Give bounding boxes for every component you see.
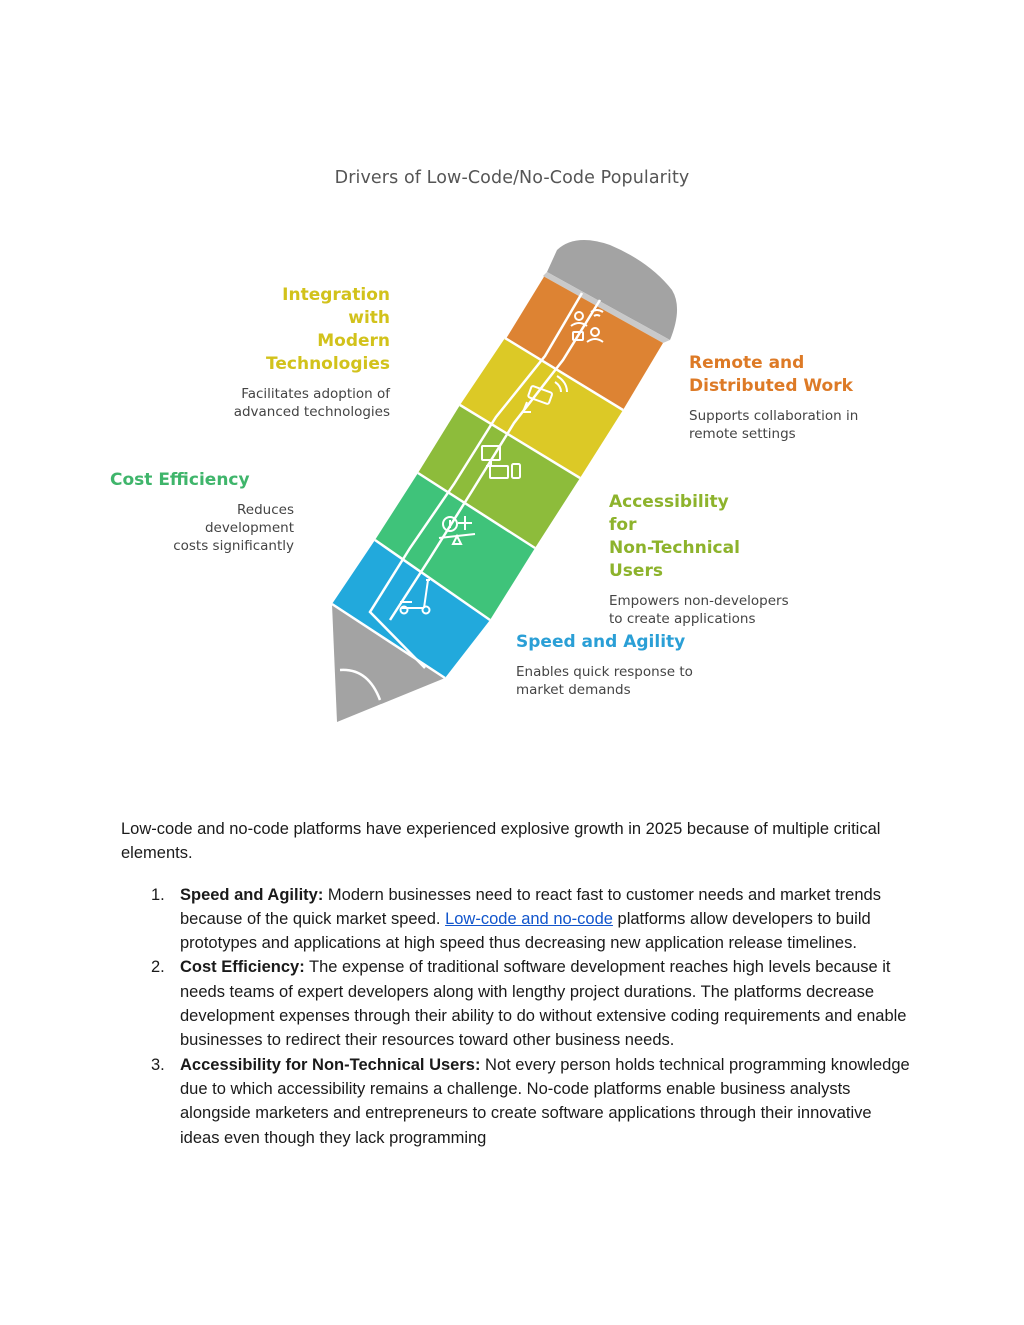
desc-line: Reduces development bbox=[204, 502, 294, 536]
low-code-link[interactable]: Low-code and no-code bbox=[445, 909, 613, 928]
list-item bbox=[121, 883, 911, 956]
desc-line: costs significantly bbox=[173, 538, 294, 554]
desc-line: Supports collaboration in bbox=[689, 408, 859, 424]
driver-speed bbox=[516, 631, 736, 699]
title-line: Speed and Agility bbox=[516, 632, 686, 652]
infographic-title: Drivers of Low-Code/No-Code Popularity bbox=[334, 168, 690, 188]
title-line: Accessibility for bbox=[609, 492, 729, 535]
desc-line: advanced technologies bbox=[233, 404, 390, 420]
driver-access bbox=[609, 491, 809, 628]
desc-line: market demands bbox=[516, 682, 631, 698]
body-text bbox=[121, 817, 911, 1150]
title-line: Integration with bbox=[282, 285, 390, 328]
driver-remote bbox=[689, 352, 889, 443]
title-line: Distributed Work bbox=[689, 376, 853, 396]
driver-cost-desc bbox=[144, 501, 294, 555]
list-term: Cost Efficiency: bbox=[180, 958, 305, 977]
title-line: Technologies bbox=[266, 354, 390, 374]
driver-cost bbox=[110, 469, 294, 555]
driver-integration-desc bbox=[230, 385, 390, 421]
list-text: The expense of traditional software development reaches high levels because it needs teams of expert developers along with lengthy project durations. The platforms decrease development expenses through their ability to do without extensive coding requirements and enable businesses to redirect their resources toward other business needs. bbox=[180, 958, 907, 1050]
driver-speed-desc bbox=[516, 663, 706, 699]
desc-line: Facilitates adoption of bbox=[241, 386, 390, 402]
driver-speed-title bbox=[516, 631, 736, 654]
title-line: Modern bbox=[317, 331, 390, 351]
list-number: 3. bbox=[151, 1055, 165, 1074]
desc-line: to create applications bbox=[609, 611, 756, 627]
drivers-list bbox=[121, 883, 911, 1150]
list-item bbox=[121, 955, 911, 1052]
list-term: Accessibility for Non-Technical Users: bbox=[180, 1055, 481, 1074]
list-number: 1. bbox=[151, 885, 165, 904]
driver-access-title bbox=[609, 491, 759, 583]
driver-integration-title bbox=[240, 284, 390, 376]
desc-line: Empowers non-developers bbox=[609, 593, 789, 609]
list-item bbox=[121, 1053, 911, 1150]
list-text: Modern businesses need to react fast to customer needs and market trends because of the quick market speed. bbox=[180, 885, 881, 928]
title-line: Remote and bbox=[689, 353, 805, 373]
list-text: Not every person holds technical programming knowledge due to which accessibility remains a challenge. No-code platforms enable business analysts alongside marketers and entrepreneurs to create software applications through their innovative ideas even though they lack programming bbox=[180, 1055, 910, 1147]
title-line: Non-Technical bbox=[609, 538, 740, 558]
title-line: Cost Efficiency bbox=[110, 470, 250, 490]
driver-access-desc bbox=[609, 592, 799, 628]
desc-line: Enables quick response to bbox=[516, 664, 693, 680]
list-text: platforms allow developers to build prototypes and applications at high speed thus decreasing new application release timelines. bbox=[180, 909, 871, 953]
driver-cost-title bbox=[110, 469, 294, 492]
driver-remote-title bbox=[689, 352, 859, 398]
list-number: 2. bbox=[151, 958, 165, 977]
driver-remote-desc bbox=[689, 407, 869, 443]
list-term: Speed and Agility: bbox=[180, 885, 324, 904]
intro-paragraph: Low-code and no-code platforms have experienced explosive growth in 2025 because of multiple critical elements. bbox=[121, 820, 881, 863]
desc-line: remote settings bbox=[689, 426, 796, 442]
title-line: Users bbox=[609, 561, 663, 581]
driver-integration bbox=[200, 284, 390, 421]
